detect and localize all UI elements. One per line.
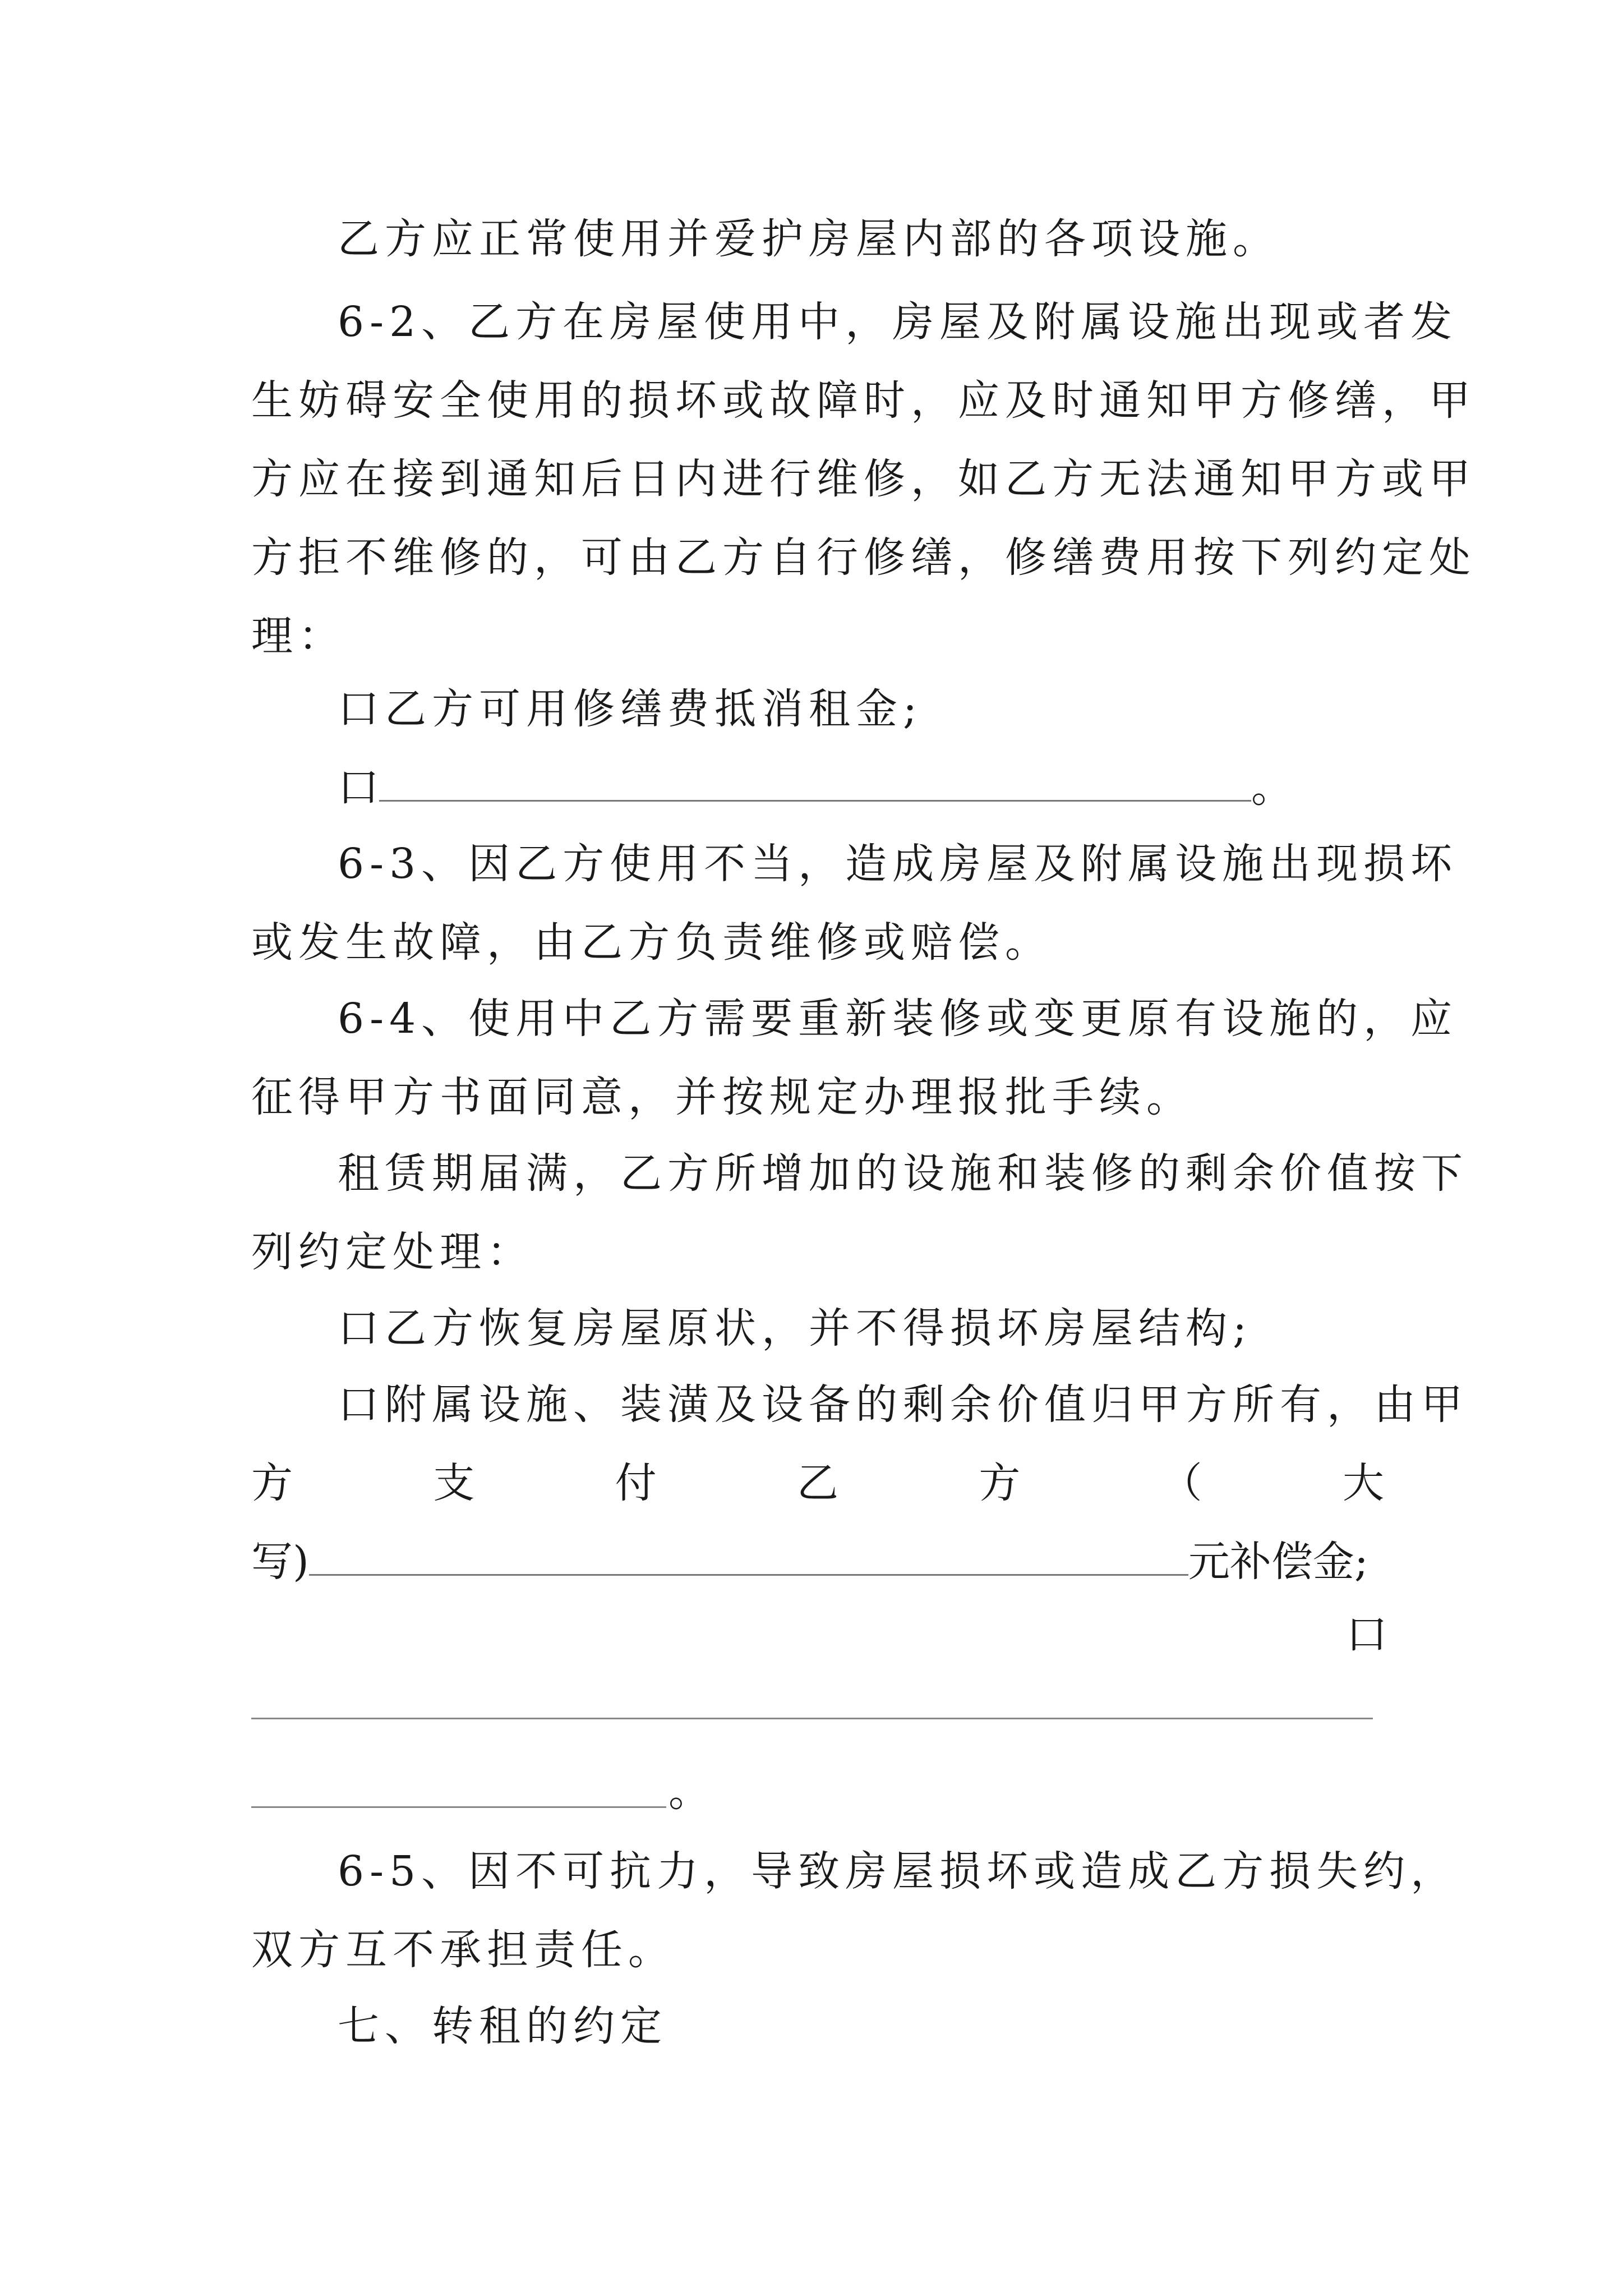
clause-6-2-line-3: 方应在接到通知后日内进行维修，如乙方无法通知甲方或甲	[251, 455, 1476, 503]
fill-in-rule	[251, 1806, 666, 1808]
spread-char: 方	[979, 1459, 1021, 1507]
clause-6-2-line-1: 6-2、乙方在房屋使用中，房屋及附属设施出现或者发	[338, 298, 1458, 346]
section-heading: 七、转租的约定	[338, 2002, 667, 2050]
clause-6-2-line-4: 方拒不维修的，可由乙方自行修缮，修缮费用按下列约定处	[251, 533, 1476, 582]
spread-char: 方	[251, 1459, 293, 1507]
amount-blank	[309, 1539, 1188, 1576]
fill-in-blank	[379, 765, 1251, 802]
spread-char: 付	[615, 1459, 657, 1507]
prefix-text: 写)	[251, 1538, 309, 1586]
compensation-line	[251, 1536, 1423, 1588]
period-mark: 。	[1251, 763, 1293, 812]
expiry-line-2: 列约定处理：	[251, 1228, 534, 1276]
clause-6-2-line-2: 生妨碍安全使用的损坏或故障时，应及时通知甲方修缮，甲	[251, 376, 1476, 425]
spread-line	[251, 1457, 1384, 1509]
expiry-line-1: 租赁期届满，乙方所增加的设施和装修的剩余价值按下	[338, 1149, 1468, 1198]
clause-6-4-line-1: 6-4、使用中乙方需要重新装修或变更原有设施的，应	[338, 995, 1458, 1043]
spread-char: 支	[433, 1459, 475, 1507]
option-line: 口乙方可用修缮费抵消租金;	[338, 685, 923, 733]
blank-option-line	[338, 762, 1384, 813]
spread-char: 乙	[796, 1459, 838, 1507]
clause-6-3-line-2: 或发生故障，由乙方负责维修或赔偿。	[251, 918, 1052, 967]
clause-6-4-line-2: 征得甲方书面同意，并按规定办理报批手续。	[251, 1073, 1193, 1121]
clause-6-5-line-1: 6-5、因不可抗力，导致房屋损坏或造成乙方损失约，	[338, 1847, 1458, 1895]
checkbox-glyph: 口	[338, 763, 379, 812]
suffix-text: 元补偿金;	[1188, 1538, 1368, 1586]
clause-6-5-line-2: 双方互不承担责任。	[251, 1926, 675, 1974]
clause-6-3-line-1: 6-3、因乙方使用不当，造成房屋及附属设施出现损坏	[338, 840, 1458, 888]
checkbox-glyph: 口	[1346, 1611, 1387, 1659]
option-line: 口乙方恢复房屋原状，并不得损坏房屋结构;	[338, 1304, 1252, 1352]
spread-char: （	[1160, 1459, 1202, 1507]
paragraph-line: 乙方应正常使用并爱护房屋内部的各项设施。	[338, 215, 1280, 263]
spread-char: 大	[1342, 1459, 1384, 1507]
fill-in-rule	[251, 1718, 1373, 1719]
period-mark: 。	[668, 1768, 710, 1816]
option-line: 口附属设施、装潢及设备的剩余价值归甲方所有，由甲	[338, 1381, 1468, 1429]
clause-6-2-line-5: 理：	[251, 612, 345, 660]
